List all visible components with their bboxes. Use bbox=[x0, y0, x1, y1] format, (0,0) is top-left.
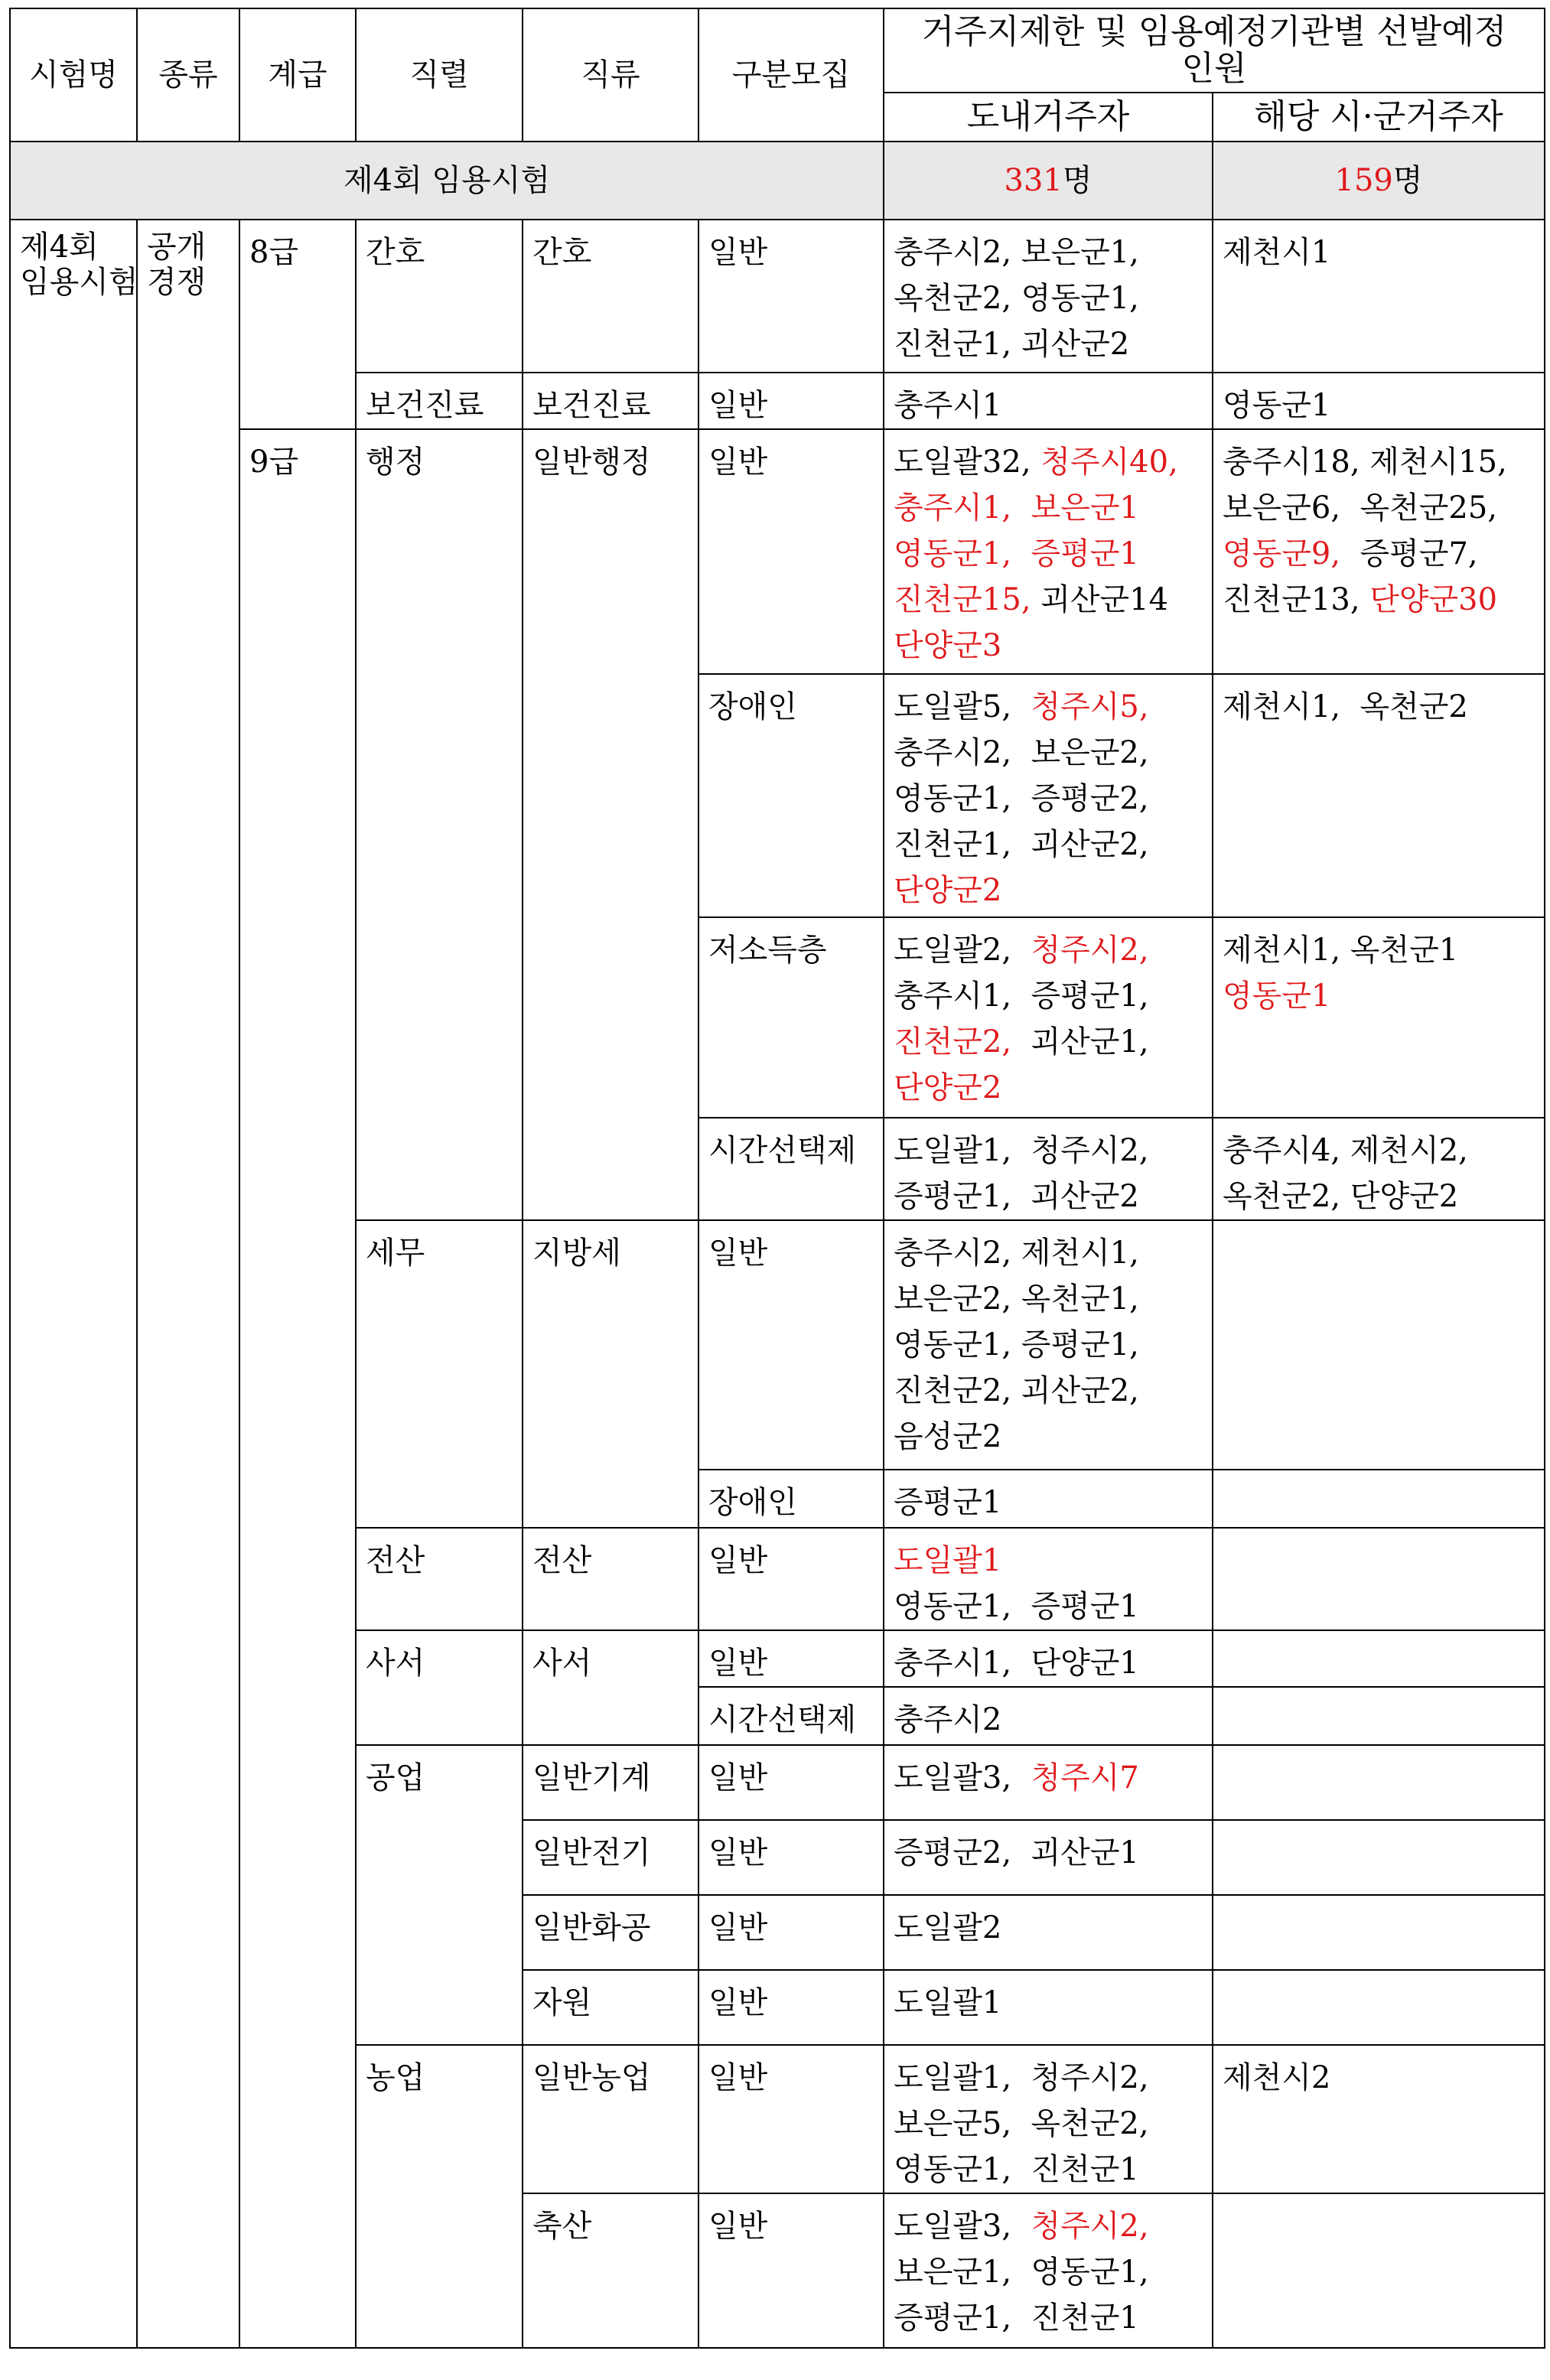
job-class-cell: 축산 bbox=[523, 2193, 698, 2348]
quota-line bbox=[894, 1276, 1204, 1322]
quota-entry: 도일괄2, bbox=[894, 933, 1031, 968]
header-job-class: 직류 bbox=[523, 8, 698, 142]
quota-line bbox=[1223, 1128, 1536, 1174]
quota-line bbox=[894, 2055, 1204, 2101]
quota-line bbox=[894, 684, 1204, 730]
exam-banner-row bbox=[10, 142, 1545, 220]
quota-entry: 도일괄3, bbox=[894, 2209, 1031, 2244]
quota-entry: 영동군1, 증평군2, bbox=[894, 781, 1149, 816]
grade-cell: 9급 bbox=[239, 429, 356, 2348]
quota-entry: 제천시2 bbox=[1223, 2060, 1331, 2095]
recruit-category-cell: 일반 bbox=[698, 1630, 884, 1687]
quota-line bbox=[894, 1128, 1204, 1174]
quota-entry-highlighted: 영동군1, 증평군1 bbox=[894, 536, 1139, 571]
in-province-quota-cell bbox=[884, 220, 1213, 373]
quota-line bbox=[894, 1368, 1204, 1414]
in-province-quota-cell bbox=[884, 1630, 1213, 1687]
local-resident-quota-cell bbox=[1213, 917, 1545, 1118]
header-job-series: 직렬 bbox=[356, 8, 523, 142]
quota-line bbox=[894, 1538, 1204, 1584]
in-province-quota-cell bbox=[884, 1820, 1213, 1895]
job-series-cell: 사서 bbox=[356, 1630, 523, 1745]
quota-line bbox=[894, 321, 1204, 367]
in-province-quota-cell bbox=[884, 2045, 1213, 2193]
recruit-category-cell: 일반 bbox=[698, 220, 884, 373]
quota-line bbox=[894, 1830, 1204, 1876]
header-exam-name: 시험명 bbox=[10, 8, 137, 142]
quota-entry: 진천군13, bbox=[1223, 582, 1370, 617]
job-series-cell: 간호 bbox=[356, 220, 523, 373]
header-recruit-category: 구분모집 bbox=[698, 8, 884, 142]
local-resident-quota-cell bbox=[1213, 1118, 1545, 1220]
quota-entry-highlighted: 청주시2, bbox=[1031, 2209, 1149, 2244]
table-row bbox=[10, 220, 1545, 373]
job-class-cell: 일반화공 bbox=[523, 1895, 698, 1970]
quota-entry: 영동군1, 증평군1 bbox=[894, 1589, 1139, 1624]
quota-line bbox=[894, 2147, 1204, 2193]
local-resident-quota-cell bbox=[1213, 1895, 1545, 1970]
recruit-category-cell: 저소득층 bbox=[698, 917, 884, 1118]
quota-line bbox=[1223, 383, 1536, 428]
in-province-quota-cell bbox=[884, 1687, 1213, 1745]
quota-entry: 도일괄1, 청주시2, bbox=[894, 1133, 1149, 1168]
quota-entry: 제천시1 bbox=[1223, 235, 1331, 270]
quota-entry: 도일괄1 bbox=[894, 1985, 1002, 2020]
grade-cell: 8급 bbox=[239, 220, 356, 429]
local-resident-quota-cell bbox=[1213, 1687, 1545, 1745]
in-province-quota-cell bbox=[884, 1895, 1213, 1970]
job-series-cell: 보건진료 bbox=[356, 373, 523, 429]
quota-line bbox=[894, 485, 1204, 531]
in-province-quota-cell bbox=[884, 373, 1213, 429]
recruit-category-cell: 일반 bbox=[698, 2045, 884, 2193]
quota-entry: 증평군1, 괴산군2 bbox=[894, 1179, 1139, 1214]
job-class-cell: 일반행정 bbox=[523, 429, 698, 1220]
quota-entry: 충주시1, 단양군1 bbox=[894, 1646, 1139, 1681]
quota-entry-highlighted: 충주시1, 보은군1 bbox=[894, 490, 1139, 526]
in-province-quota-cell bbox=[884, 429, 1213, 674]
job-class-cell: 사서 bbox=[523, 1630, 698, 1745]
quota-line bbox=[894, 623, 1204, 669]
quota-entry-highlighted: 도일괄1 bbox=[894, 1543, 1002, 1578]
header-local-resident: 해당 시·군거주자 bbox=[1213, 93, 1545, 142]
quota-line bbox=[894, 1640, 1204, 1686]
job-class-cell: 일반농업 bbox=[523, 2045, 698, 2193]
quota-line bbox=[1223, 684, 1536, 730]
quota-entry: 진천군1, 괴산군2 bbox=[894, 327, 1130, 362]
quota-line bbox=[1223, 973, 1536, 1019]
quota-entry: 옥천군2, 단양군2 bbox=[1223, 1179, 1459, 1214]
quota-entry: 증평군2, 괴산군1 bbox=[894, 1835, 1139, 1870]
exam-name-cell bbox=[10, 220, 137, 2348]
recruit-category-cell: 일반 bbox=[698, 429, 884, 674]
quota-line bbox=[894, 383, 1204, 428]
local-resident-quota-cell bbox=[1213, 1220, 1545, 1470]
quota-line bbox=[1223, 531, 1536, 577]
quota-line bbox=[894, 1065, 1204, 1111]
quota-entry: 증평군1, 진천군1 bbox=[894, 2300, 1139, 2336]
quota-entry: 영동군1, 진천군1 bbox=[894, 2152, 1139, 2187]
quota-entry: 증평군1 bbox=[894, 1485, 1002, 1520]
recruit-category-cell: 시간선택제 bbox=[698, 1118, 884, 1220]
quota-entry-highlighted: 단양군3 bbox=[894, 628, 1002, 663]
job-series-cell: 공업 bbox=[356, 1745, 523, 2045]
local-resident-quota-cell bbox=[1213, 1745, 1545, 1820]
quota-line bbox=[894, 1230, 1204, 1276]
recruit-category-cell: 일반 bbox=[698, 1970, 884, 2045]
in-province-quota-cell bbox=[884, 1528, 1213, 1630]
quota-entry-highlighted: 진천군15, bbox=[894, 582, 1041, 617]
local-resident-quota-cell bbox=[1213, 373, 1545, 429]
quota-line bbox=[894, 1174, 1204, 1219]
quota-entry-highlighted: 단양군30 bbox=[1369, 582, 1498, 617]
quota-entry: 충주시2 bbox=[894, 1702, 1002, 1737]
quota-line bbox=[1223, 2055, 1536, 2101]
quota-entry-highlighted: 단양군2 bbox=[894, 873, 1002, 908]
quota-entry: 충주시4, 제천시2, bbox=[1223, 1133, 1468, 1168]
quota-line bbox=[894, 730, 1204, 776]
recruitment-table bbox=[9, 8, 1545, 2349]
quota-entry: 보은군5, 옥천군2, bbox=[894, 2106, 1149, 2141]
quota-line bbox=[894, 776, 1204, 822]
quota-line bbox=[894, 1019, 1204, 1065]
local-resident-quota-cell bbox=[1213, 674, 1545, 917]
header-type: 종류 bbox=[137, 8, 239, 142]
in-province-quota-cell bbox=[884, 1220, 1213, 1470]
recruit-category-cell: 일반 bbox=[698, 373, 884, 429]
header-quota-group: 거주지제한 및 임용예정기관별 선발예정인원 bbox=[884, 8, 1545, 93]
local-resident-quota-cell bbox=[1213, 220, 1545, 373]
recruit-category-cell: 일반 bbox=[698, 1220, 884, 1470]
local-resident-quota-cell bbox=[1213, 2045, 1545, 2193]
exam-name-line: 임용시험 bbox=[20, 265, 138, 300]
quota-entry: 제천시1, 옥천군1 bbox=[1223, 933, 1459, 968]
quota-entry: 충주시2, 보은군1, bbox=[894, 235, 1139, 270]
quota-line bbox=[894, 577, 1204, 623]
quota-entry: 충주시1 bbox=[894, 388, 1002, 423]
quota-entry: 진천군2, 괴산군2, bbox=[894, 1373, 1139, 1408]
quota-entry-highlighted: 청주시7 bbox=[1031, 1760, 1139, 1796]
table-row bbox=[10, 429, 1545, 674]
quota-entry: 진천군1, 괴산군2, bbox=[894, 827, 1149, 862]
recruit-category-cell: 시간선택제 bbox=[698, 1687, 884, 1745]
local-resident-quota-cell bbox=[1213, 1630, 1545, 1687]
table-body bbox=[10, 220, 1545, 2348]
quota-line bbox=[1223, 1174, 1536, 1219]
quota-entry: 충주시2, 제천시1, bbox=[894, 1236, 1139, 1271]
quota-line bbox=[894, 1755, 1204, 1801]
quota-entry: 증평군7, bbox=[1350, 536, 1478, 571]
quota-line bbox=[894, 275, 1204, 321]
quota-entry-highlighted: 단양군2 bbox=[894, 1070, 1002, 1105]
quota-line bbox=[894, 868, 1204, 913]
job-class-cell: 간호 bbox=[523, 220, 698, 373]
in-province-quota-cell bbox=[884, 1470, 1213, 1528]
quota-entry: 보은군1, 영동군1, bbox=[894, 2255, 1149, 2290]
quota-line bbox=[894, 973, 1204, 1019]
banner-title: 제4회 임용시험 bbox=[10, 142, 884, 220]
quota-entry-highlighted: 영동군1 bbox=[1223, 978, 1331, 1014]
quota-line bbox=[894, 2101, 1204, 2147]
in-province-quota-cell bbox=[884, 917, 1213, 1118]
quota-entry: 충주시1, 증평군1, bbox=[894, 978, 1149, 1014]
quota-entry: 괴산군1, bbox=[1021, 1024, 1149, 1060]
recruit-category-cell: 일반 bbox=[698, 1895, 884, 1970]
in-province-quota-cell bbox=[884, 1970, 1213, 2045]
quota-entry-highlighted: 청주시2, bbox=[1031, 933, 1149, 968]
recruit-category-cell: 일반 bbox=[698, 2193, 884, 2348]
exam-type-line: 경쟁 bbox=[147, 265, 207, 300]
job-series-cell: 농업 bbox=[356, 2045, 523, 2348]
local-resident-quota-cell bbox=[1213, 2193, 1545, 2348]
recruit-category-cell: 장애인 bbox=[698, 674, 884, 917]
quota-entry: 도일괄32, bbox=[894, 444, 1041, 480]
quota-line bbox=[1223, 230, 1536, 275]
quota-line bbox=[1223, 485, 1536, 531]
recruit-category-cell: 일반 bbox=[698, 1745, 884, 1820]
local-resident-quota-cell bbox=[1213, 1820, 1545, 1895]
exam-type-line: 공개 bbox=[147, 230, 207, 265]
quota-line bbox=[894, 2249, 1204, 2295]
quota-line bbox=[894, 1980, 1204, 2026]
quota-entry: 도일괄3, bbox=[894, 1760, 1031, 1796]
quota-entry-highlighted: 진천군2, bbox=[894, 1024, 1021, 1060]
job-series-cell: 전산 bbox=[356, 1528, 523, 1630]
local-resident-quota-cell bbox=[1213, 1528, 1545, 1630]
banner-in-province-total: 331명 bbox=[884, 142, 1213, 220]
local-resident-quota-cell bbox=[1213, 1970, 1545, 2045]
job-class-cell: 전산 bbox=[523, 1528, 698, 1630]
local-resident-quota-cell bbox=[1213, 1470, 1545, 1528]
quota-entry: 옥천군2, 영동군1, bbox=[894, 281, 1139, 316]
header-in-province: 도내거주자 bbox=[884, 93, 1213, 142]
job-series-cell: 세무 bbox=[356, 1220, 523, 1528]
header-grade: 계급 bbox=[239, 8, 356, 142]
in-province-quota-cell bbox=[884, 1118, 1213, 1220]
local-resident-quota-cell bbox=[1213, 429, 1545, 674]
quota-line bbox=[1223, 577, 1536, 623]
job-class-cell: 보건진료 bbox=[523, 373, 698, 429]
in-province-quota-cell bbox=[884, 1745, 1213, 1820]
quota-entry: 음성군2 bbox=[894, 1419, 1002, 1454]
quota-line bbox=[894, 439, 1204, 485]
recruit-category-cell: 일반 bbox=[698, 1528, 884, 1630]
quota-entry: 영동군1, 증평군1, bbox=[894, 1327, 1139, 1363]
job-class-cell: 일반전기 bbox=[523, 1820, 698, 1895]
quota-entry: 제천시1, 옥천군2 bbox=[1223, 689, 1468, 724]
quota-line bbox=[894, 1414, 1204, 1460]
quota-line bbox=[1223, 927, 1536, 973]
quota-entry-highlighted: 영동군9, bbox=[1223, 536, 1350, 571]
quota-entry: 도일괄1, 청주시2, bbox=[894, 2060, 1149, 2095]
quota-entry: 보은군6, 옥천군25, bbox=[1223, 490, 1498, 526]
quota-entry: 충주시2, 보은군2, bbox=[894, 735, 1149, 770]
quota-line bbox=[1223, 439, 1536, 485]
exam-type-cell bbox=[137, 220, 239, 2348]
quota-line bbox=[894, 1322, 1204, 1368]
quota-entry: 괴산군14 bbox=[1040, 582, 1169, 617]
quota-line bbox=[894, 1584, 1204, 1630]
quota-line bbox=[894, 1480, 1204, 1525]
in-province-quota-cell bbox=[884, 2193, 1213, 2348]
quota-line bbox=[894, 822, 1204, 868]
quota-entry: 도일괄5, bbox=[894, 689, 1031, 724]
quota-entry-highlighted: 청주시5, bbox=[1031, 689, 1149, 724]
exam-name-line: 제4회 bbox=[20, 230, 99, 265]
in-province-quota-cell bbox=[884, 674, 1213, 917]
quota-line bbox=[894, 230, 1204, 275]
job-series-cell: 행정 bbox=[356, 429, 523, 1220]
quota-line bbox=[894, 1905, 1204, 1951]
quota-entry: 도일괄2 bbox=[894, 1910, 1002, 1945]
recruit-category-cell: 장애인 bbox=[698, 1470, 884, 1528]
job-class-cell: 지방세 bbox=[523, 1220, 698, 1528]
quota-line bbox=[894, 1697, 1204, 1743]
quota-entry: 보은군2, 옥천군1, bbox=[894, 1281, 1139, 1317]
recruit-category-cell: 일반 bbox=[698, 1820, 884, 1895]
job-class-cell: 일반기계 bbox=[523, 1745, 698, 1820]
quota-line bbox=[894, 2203, 1204, 2249]
quota-line bbox=[894, 927, 1204, 973]
quota-line bbox=[894, 531, 1204, 577]
quota-entry: 충주시18, 제천시15, bbox=[1223, 444, 1507, 480]
quota-entry: 영동군1 bbox=[1223, 388, 1331, 423]
job-class-cell: 자원 bbox=[523, 1970, 698, 2045]
banner-local-total: 159명 bbox=[1213, 142, 1545, 220]
quota-line bbox=[894, 2295, 1204, 2341]
quota-entry-highlighted: 청주시40, bbox=[1040, 444, 1178, 480]
